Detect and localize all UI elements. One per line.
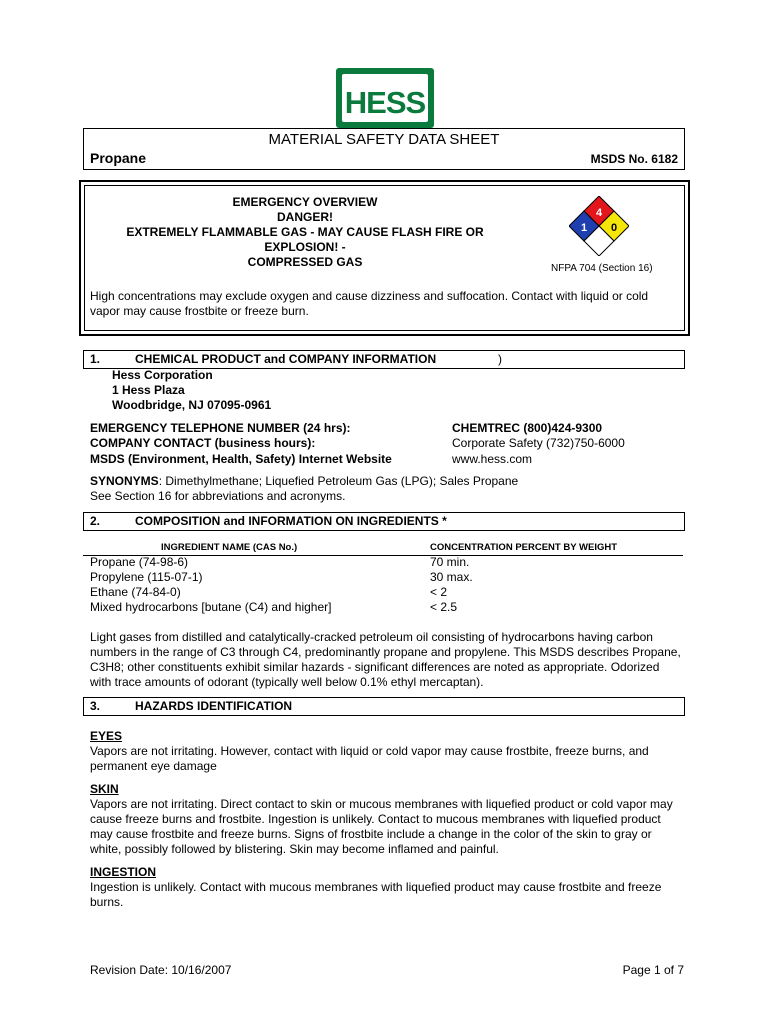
section-title: CHEMICAL PRODUCT and COMPANY INFORMATION bbox=[135, 352, 437, 366]
product-name: Propane bbox=[90, 150, 147, 166]
synonyms-text: : Dimethylmethane; Liquefied Petroleum Gas (LPG); Sales Propane bbox=[158, 474, 519, 488]
column-header: INGREDIENT NAME (CAS No.) bbox=[161, 542, 298, 553]
ingestion-text: Ingestion is unlikely. Contact with mucous membranes with liquefied product may cause frostbite and freeze burns. bbox=[90, 880, 662, 909]
synonyms bbox=[90, 474, 518, 489]
hess-logo bbox=[336, 68, 434, 128]
page-number: Page 1 of 7 bbox=[622, 963, 684, 977]
website-label: MSDS (Environment, Health, Safety) Internet Website bbox=[90, 452, 392, 466]
emergency-phone-label: EMERGENCY TELEPHONE NUMBER (24 hrs): bbox=[90, 421, 351, 435]
website-link[interactable]: www.hess.com bbox=[452, 452, 533, 466]
company-contact-label: COMPANY CONTACT (business hours): bbox=[90, 436, 316, 450]
section-title: HAZARDS IDENTIFICATION bbox=[135, 699, 293, 713]
logo-inner bbox=[342, 74, 428, 122]
synonyms-label: SYNONYMS bbox=[90, 474, 159, 488]
overview-line: COMPRESSED GAS bbox=[247, 255, 363, 269]
ingredient-name: Ethane (74-84-0) bbox=[90, 585, 181, 599]
msds-number: MSDS No. 6182 bbox=[590, 152, 678, 166]
abbreviations-note: See Section 16 for abbreviations and acronyms. bbox=[90, 489, 346, 503]
nfpa-instability-rating: 0 bbox=[610, 222, 618, 234]
ingredient-name: Propane (74-98-6) bbox=[90, 555, 189, 569]
ingredient-concentration: < 2.5 bbox=[430, 600, 458, 614]
nfpa-health-rating: 1 bbox=[580, 222, 588, 234]
ingredient-name: Propylene (115-07-1) bbox=[90, 570, 203, 584]
emergency-overview-heading bbox=[105, 195, 505, 270]
section-1-header bbox=[83, 350, 685, 369]
ingredient-concentration: < 2 bbox=[430, 585, 448, 599]
emergency-phone-value: CHEMTREC (800)424-9300 bbox=[452, 421, 603, 435]
overview-line: DANGER! bbox=[277, 210, 333, 224]
company-name: Hess Corporation bbox=[112, 368, 213, 382]
section-title: COMPOSITION and INFORMATION ON INGREDIENTS * bbox=[135, 514, 447, 528]
company-contact-value: Corporate Safety (732)750-6000 bbox=[452, 436, 625, 450]
overview-line: EXPLOSION! - bbox=[264, 240, 346, 254]
nfpa-caption: NFPA 704 (Section 16) bbox=[551, 263, 653, 274]
section-number: 1. bbox=[90, 352, 101, 366]
revision-date: Revision Date: 10/16/2007 bbox=[90, 963, 232, 977]
ingestion-heading: INGESTION bbox=[90, 865, 157, 879]
section-title-extra: ) bbox=[498, 352, 502, 366]
section-3-header bbox=[83, 697, 685, 716]
title-box bbox=[83, 128, 685, 170]
skin-text: Vapors are not irritating. Direct contact to skin or mucous membranes with liquefied product or cold vapor may cause freeze burns and frostbite. Ingestion is unlikely. Contact to mucous membranes with liquefied product may cause frostbite and freeze burns. Signs of frostbite include a change in the color of the skin to gray or white, possibly followed by blistering. Skin may become inflamed and painful. bbox=[90, 797, 673, 856]
column-header: CONCENTRATION PERCENT BY WEIGHT bbox=[430, 542, 618, 553]
ingredient-concentration: 30 max. bbox=[430, 570, 473, 584]
emergency-overview-box bbox=[79, 180, 690, 336]
skin-heading: SKIN bbox=[90, 782, 119, 796]
logo-text: HESS bbox=[344, 85, 426, 120]
ingredient-concentration: 70 min. bbox=[430, 555, 470, 569]
overview-line: EXTREMELY FLAMMABLE GAS - MAY CAUSE FLASH FIRE OR bbox=[126, 225, 484, 239]
emergency-overview-text: High concentrations may exclude oxygen and cause dizziness and suffocation. Contact with liquid or cold vapor may cause frostbite or freeze burn. bbox=[90, 289, 649, 318]
composition-description: Light gases from distilled and catalytically-cracked petroleum oil consisting of hydrocarbons having carbon numbers in the range of C3 through C4, predominantly propane and propylene. This MSDS describes Propane, C3H8; other constituents exhibit similar hazards - significant differences are noted as appropriate. Odorized with trace amounts of odorant (typically well below 0.1% ethyl mercaptan). bbox=[90, 630, 681, 689]
ingredients-table-header bbox=[83, 538, 683, 556]
nfpa-diamond-icon bbox=[569, 196, 629, 256]
document-title: MATERIAL SAFETY DATA SHEET bbox=[268, 131, 500, 148]
section-number: 3. bbox=[90, 699, 101, 713]
nfpa-flammability-rating: 4 bbox=[595, 207, 603, 219]
section-2-header bbox=[83, 512, 685, 531]
eyes-text: Vapors are not irritating. However, contact with liquid or cold vapor may cause frostbite, freeze burns, and permanent eye damage bbox=[90, 744, 649, 773]
emergency-overview-inner bbox=[84, 185, 685, 331]
overview-line: EMERGENCY OVERVIEW bbox=[232, 195, 378, 209]
eyes-heading: EYES bbox=[90, 729, 123, 743]
company-city: Woodbridge, NJ 07095-0961 bbox=[112, 398, 272, 412]
ingredient-name: Mixed hydrocarbons [butane (C4) and higher] bbox=[90, 600, 332, 614]
company-address: 1 Hess Plaza bbox=[112, 383, 185, 397]
section-number: 2. bbox=[90, 514, 101, 528]
